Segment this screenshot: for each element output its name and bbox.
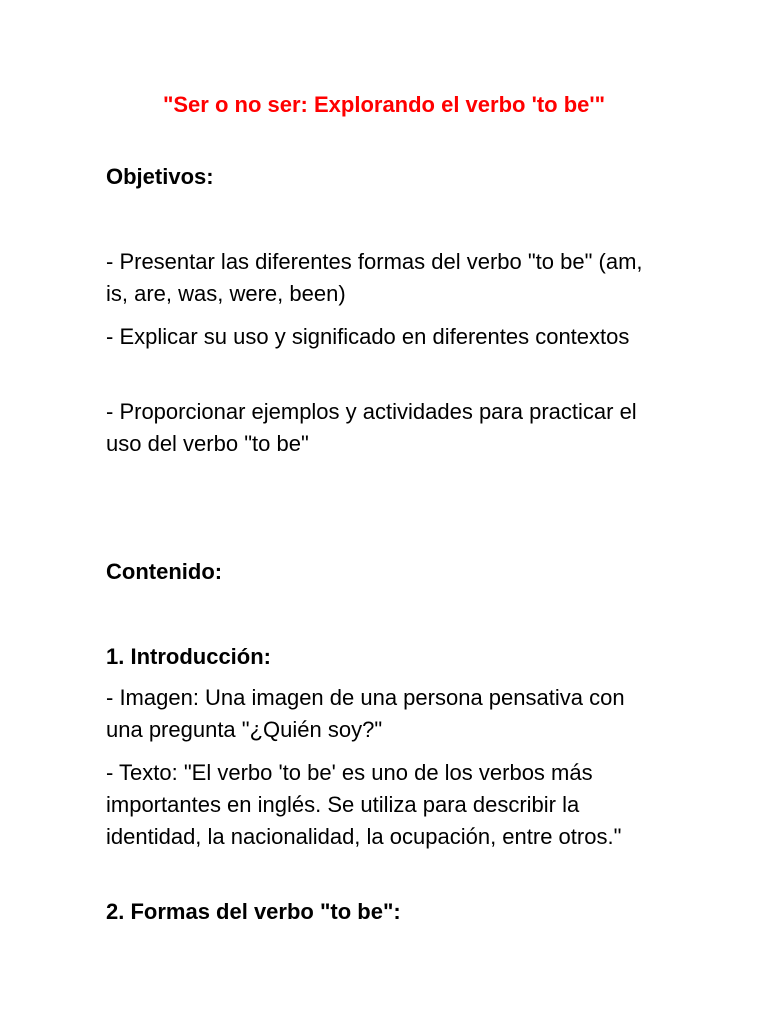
objectives-heading: Objetivos: (106, 164, 214, 189)
section-heading-forms: 2. Formas del verbo "to be": (106, 899, 401, 924)
objective-item: - Proporcionar ejemplos y actividades para practicar el uso del verbo "to be" (106, 399, 637, 456)
section-heading-introduction: 1. Introducción: (106, 644, 271, 669)
objective-item: - Explicar su uso y significado en diferentes contextos (106, 324, 630, 349)
objective-item: - Presentar las diferentes formas del verbo "to be" (am, is, are, was, were, been) (106, 249, 643, 306)
content-heading: Contenido: (106, 559, 223, 584)
introduction-item: - Imagen: Una imagen de una persona pensativa con una pregunta "¿Quién soy?" (106, 685, 625, 742)
introduction-item: - Texto: "El verbo 'to be' es uno de los verbos más importantes en inglés. Se utiliza para describir la identidad, la nacionalidad, la ocupación, entre otros." (106, 760, 622, 849)
document-title: "Ser o no ser: Explorando el verbo 'to be'" (162, 92, 606, 117)
